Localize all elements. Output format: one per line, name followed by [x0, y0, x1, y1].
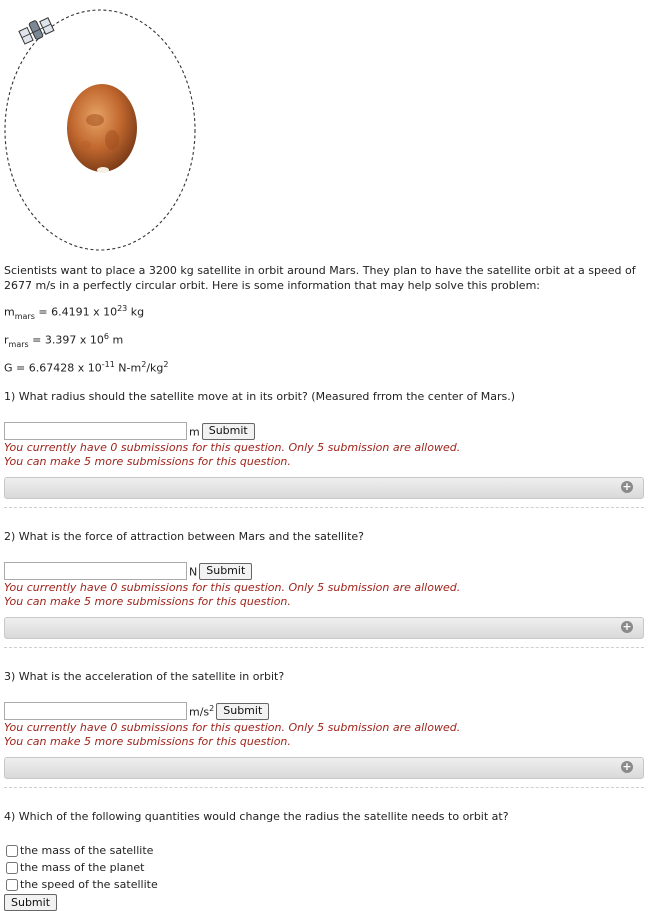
option-speed-satellite[interactable]: the speed of the satellite: [4, 876, 644, 893]
question-text: 1) What radius should the satellite move at in its orbit? (Measured frrom the center of Mars.): [4, 390, 516, 403]
checkbox-list: [4, 842, 644, 893]
submission-count-message: You currently have 0 submissions for this question. Only 5 submission are allowed.: [4, 581, 461, 594]
hint-expander[interactable]: [4, 477, 644, 499]
submission-count-message: You currently have 0 submissions for this question. Only 5 submission are allowed.: [4, 441, 461, 454]
given-values: [4, 299, 168, 378]
submission-count-message: You currently have 0 submissions for this question. Only 5 submission are allowed.: [4, 721, 461, 734]
submit-button[interactable]: Submit: [199, 563, 252, 580]
remaining-submissions-message: You can make 5 more submissions for this question.: [4, 455, 291, 468]
mars-planet: [67, 84, 137, 173]
hint-expander[interactable]: [4, 757, 644, 779]
checkbox[interactable]: [6, 862, 18, 874]
divider: [4, 787, 644, 788]
divider: [4, 647, 644, 648]
question-2: [4, 529, 644, 648]
unit-label: m: [189, 425, 200, 439]
option-mass-planet[interactable]: the mass of the planet: [4, 859, 644, 876]
orbit-diagram: [0, 0, 230, 262]
submit-button[interactable]: Submit: [216, 703, 269, 720]
question-text: 2) What is the force of attraction between Mars and the satellite?: [4, 530, 364, 543]
expand-plus-icon[interactable]: +: [622, 760, 632, 773]
mass-mars-line: $m_{mars} = 6.4191$ x $10^{23}$ kg: [4, 304, 145, 321]
expand-plus-icon[interactable]: +: [622, 620, 632, 633]
option-mass-satellite[interactable]: the mass of the satellite: [4, 842, 644, 859]
hint-expander[interactable]: [4, 617, 644, 639]
question-3: [4, 669, 644, 788]
checkbox[interactable]: [6, 845, 18, 857]
problem-statement: Scientists want to place a 3200 kg satellite in orbit around Mars. They plan to have the satellite orbit at a speed of 2677 m/s in a perfectly circular orbit. Here is some information that may help solve this problem:: [4, 264, 636, 292]
submit-button[interactable]: Submit: [4, 894, 57, 911]
question-4: [4, 809, 644, 911]
unit-label: $m/s^2$: [189, 703, 215, 719]
gravitational-constant-line: G = 6.67428 x $10^{-11}$ $N-m^2/kg^2$: [4, 359, 169, 375]
radius-mars-line: $r_{mars} = 3.397$ x $10^6$ m: [4, 331, 124, 349]
question-text: 4) Which of the following quantities would change the radius the satellite needs to orbit at?: [4, 810, 509, 823]
submit-button[interactable]: Submit: [202, 423, 255, 440]
divider: [4, 507, 644, 508]
checkbox[interactable]: [6, 879, 18, 891]
remaining-submissions-message: You can make 5 more submissions for this question.: [4, 735, 291, 748]
question-1: [4, 389, 644, 508]
expand-plus-icon[interactable]: +: [622, 480, 632, 493]
answer-input[interactable]: [4, 562, 187, 580]
question-text: 3) What is the acceleration of the satellite in orbit?: [4, 670, 285, 683]
satellite-icon: [18, 15, 55, 45]
answer-input[interactable]: [4, 702, 187, 720]
unit-label: N: [189, 565, 198, 579]
remaining-submissions-message: You can make 5 more submissions for this question.: [4, 595, 291, 608]
answer-input[interactable]: [4, 422, 187, 440]
